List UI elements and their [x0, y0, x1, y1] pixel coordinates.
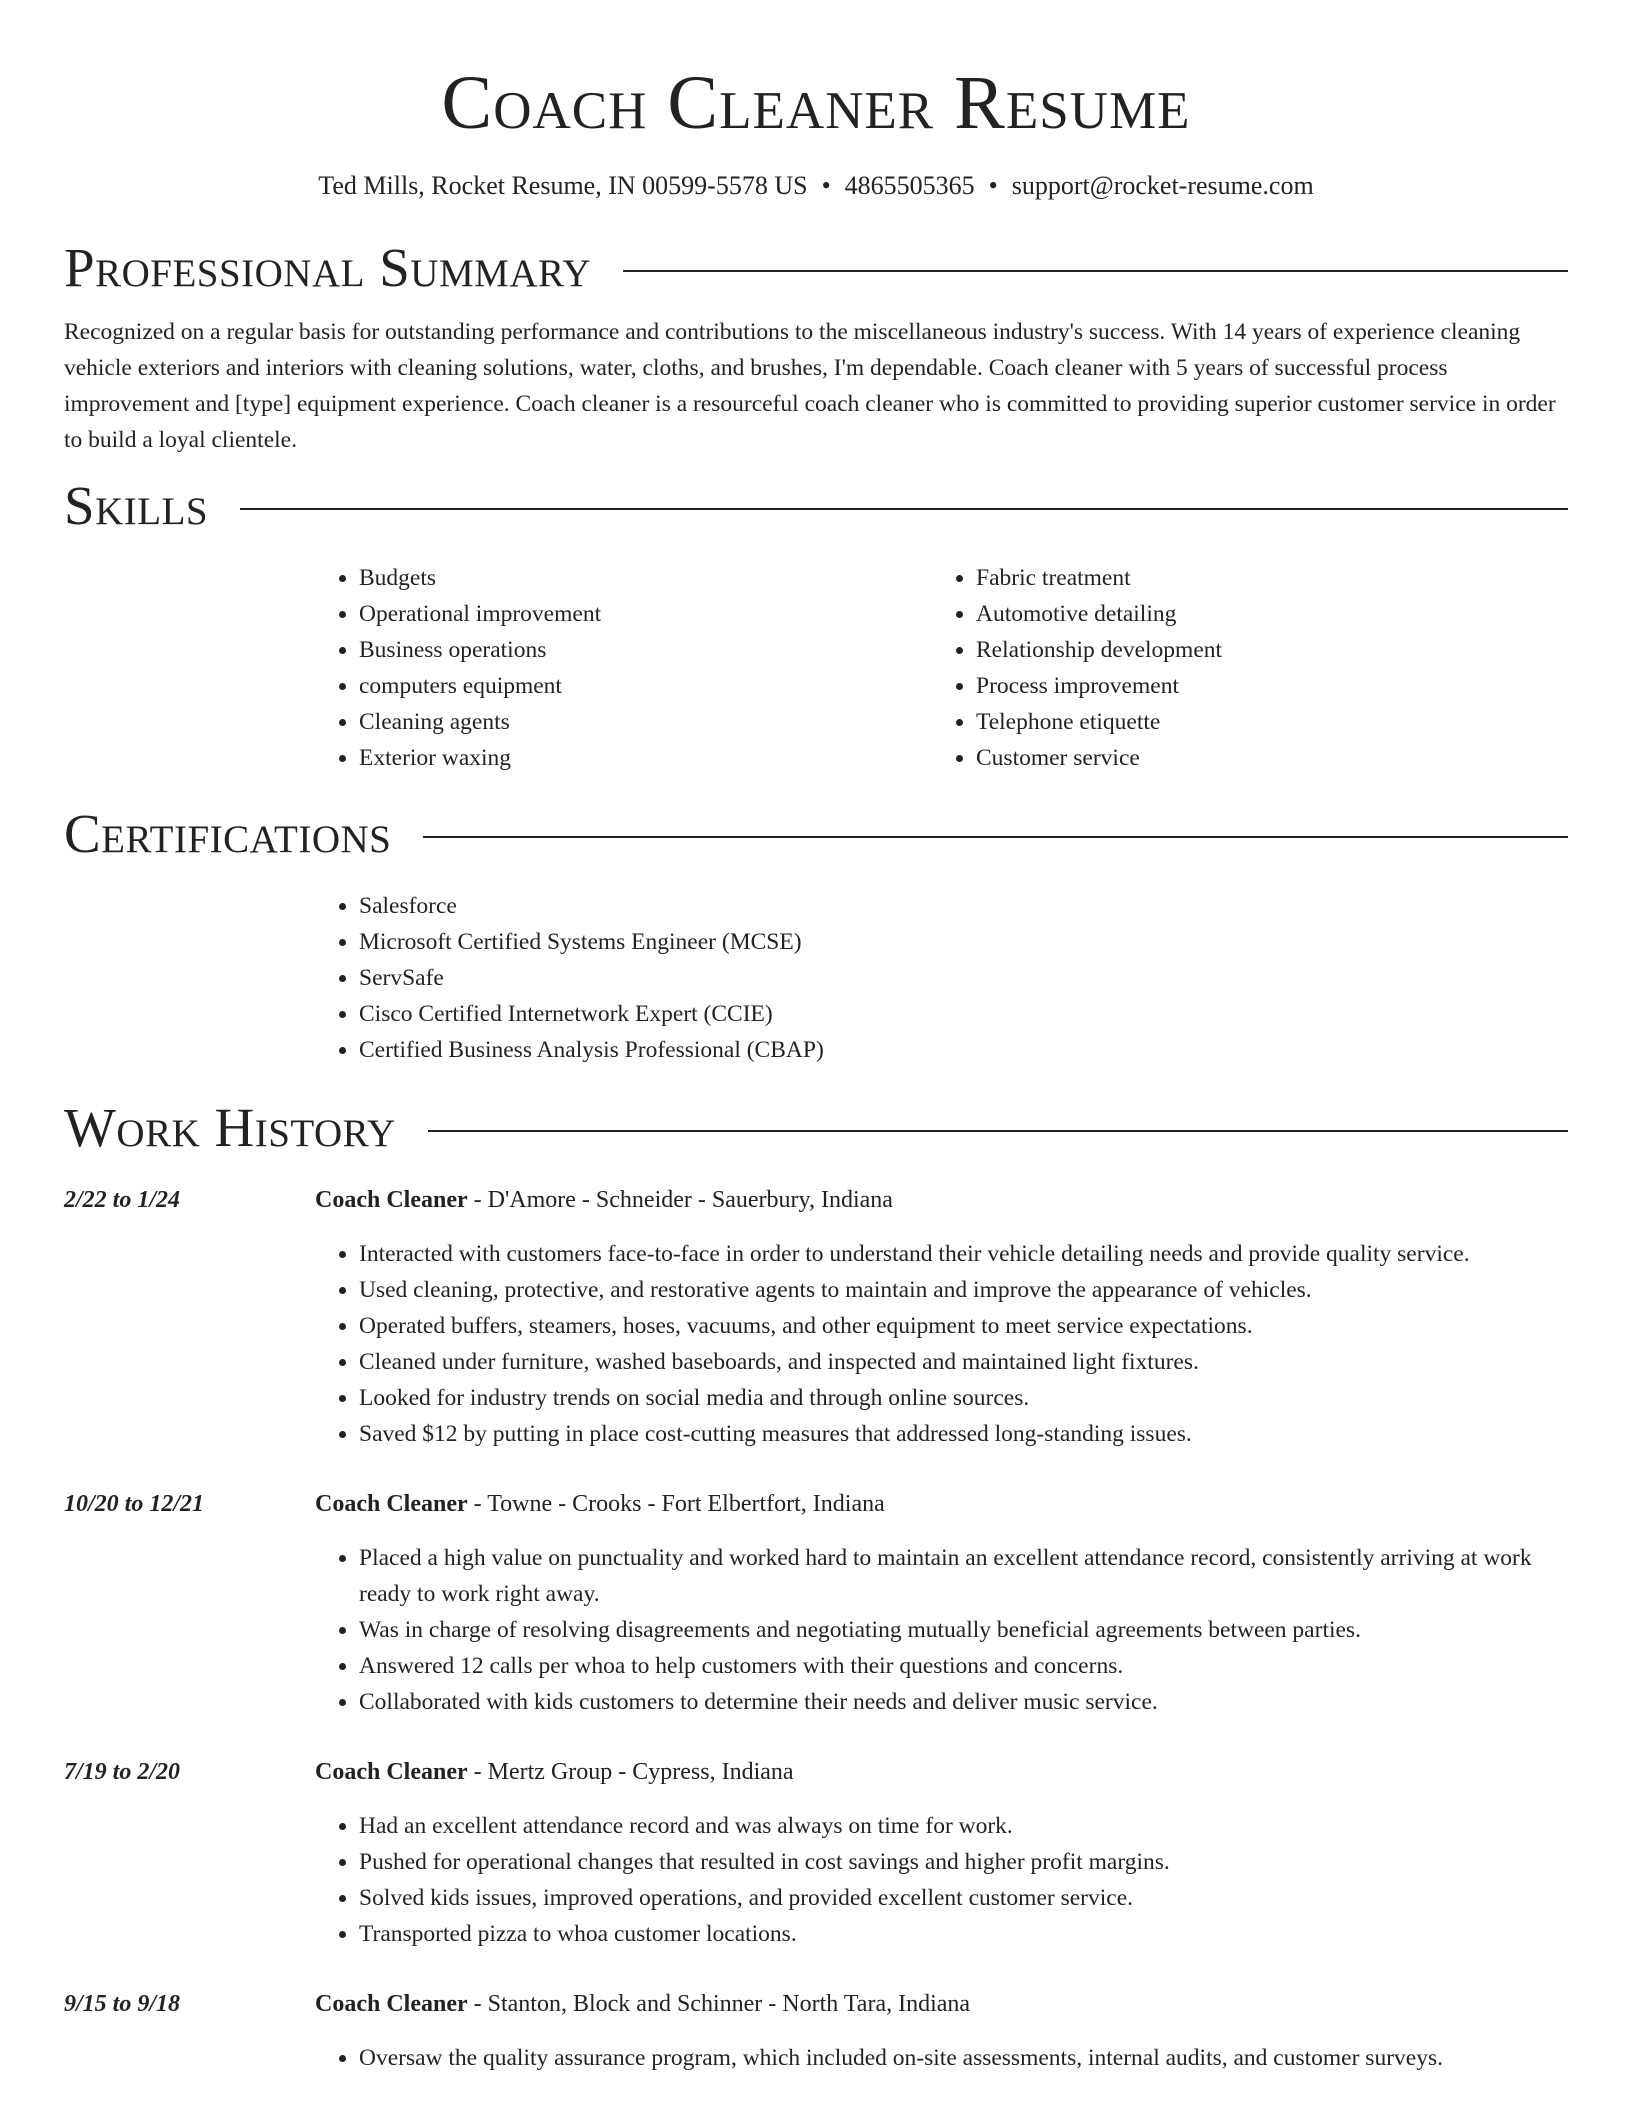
job-title: Coach Cleaner: [315, 1991, 468, 2017]
job-bullet: • Interacted with customers face-to-face in order to understand their vehicle detailing needs and provide quality service.: [359, 1236, 1568, 1272]
job-bullets: [315, 1540, 1568, 1720]
job-title: Coach Cleaner: [315, 1491, 468, 1517]
certifications-heading: Certifications: [64, 803, 392, 864]
certification-item: • Cisco Certified Internetwork Expert (CCIE): [359, 996, 1568, 1032]
skill-item: • Automotive detailing: [976, 596, 1549, 632]
summary-heading: Professional Summary: [64, 237, 592, 298]
skill-item: • Process improvement: [976, 668, 1549, 704]
skills-list: [315, 560, 1568, 776]
skill-item: • Operational improvement: [359, 596, 932, 632]
job-bullet: • Used cleaning, protective, and restorative agents to maintain and improve the appearance of vehicles.: [359, 1272, 1568, 1308]
work-section-header: [64, 1096, 1568, 1160]
skills-section-header: [64, 474, 1568, 538]
contact-phone: 4865505365: [844, 171, 975, 200]
job-header: [64, 1754, 1568, 1790]
skill-item: • Budgets: [359, 560, 932, 596]
job-dates: 10/20 to 12/21: [64, 1491, 205, 1517]
summary-section-header: [64, 236, 1568, 300]
summary-text: Recognized on a regular basis for outstanding performance and contributions to the miscellaneous industry's success. With 14 years of experience cleaning vehicle exteriors and interiors with cleaning solutions, water, cloths, and brushes, I'm dependable. Coach cleaner with 5 years of successful process improvement and [type] equipment experience. Coach cleaner is a resourceful coach cleaner who is committed to providing superior customer service in order to build a loyal clientele.: [64, 319, 1556, 453]
skills-heading: Skills: [64, 475, 209, 536]
job-entry: [64, 1754, 1568, 1952]
job-bullets: [315, 1808, 1568, 1952]
job-bullet: • Had an excellent attendance record and was always on time for work.: [359, 1808, 1568, 1844]
certifications-list: [315, 888, 1568, 1068]
job-bullet-list: [315, 2040, 1568, 2076]
skill-item: • Telephone etiquette: [976, 704, 1549, 740]
job-bullet-list: [315, 1540, 1568, 1720]
contact-email: support@rocket-resume.com: [1011, 171, 1314, 200]
contact-address: Ted Mills, Rocket Resume, IN 00599-5578 US: [318, 171, 808, 200]
job-header: [64, 1986, 1568, 2022]
certifications-section-header: [64, 802, 1568, 866]
section-divider: [623, 270, 1568, 272]
skill-item: • Customer service: [976, 740, 1549, 776]
job-header: [64, 1182, 1568, 1218]
job-dates: 9/15 to 9/18: [64, 1991, 181, 2017]
job-bullet: • Cleaned under furniture, washed baseboards, and inspected and maintained light fixtures.: [359, 1344, 1568, 1380]
job-bullet: • Pushed for operational changes that resulted in cost savings and higher profit margins.: [359, 1844, 1568, 1880]
job-title: Coach Cleaner: [315, 1187, 468, 1213]
job-dates: 2/22 to 1/24: [64, 1187, 181, 1213]
resume-page: [64, 0, 1568, 2076]
job-info: [315, 1754, 794, 1790]
job-bullet: • Answered 12 calls per whoa to help customers with their questions and concerns.: [359, 1648, 1568, 1684]
skill-item: • Fabric treatment: [976, 560, 1549, 596]
job-info: [315, 1182, 893, 1218]
job-header: [64, 1486, 1568, 1522]
skill-item: • Relationship development: [976, 632, 1549, 668]
job-bullet: • Saved $12 by putting in place cost-cutting measures that addressed long-standing issues.: [359, 1416, 1568, 1452]
job-employer-location: - Mertz Group - Cypress, Indiana: [467, 1759, 794, 1785]
job-employer-location: - Towne - Crooks - Fort Elbertfort, Indiana: [467, 1491, 885, 1517]
section-divider: [428, 1130, 1568, 1132]
certification-item: • Salesforce: [359, 888, 1568, 924]
job-entry: [64, 1986, 1568, 2076]
job-dates: 7/19 to 2/20: [64, 1759, 181, 1785]
job-bullet: • Collaborated with kids customers to determine their needs and deliver music service.: [359, 1684, 1568, 1720]
contact-separator: •: [821, 171, 831, 200]
skill-item: • Business operations: [359, 632, 932, 668]
page-title: Coach Cleaner Resume: [441, 61, 1191, 145]
job-employer-location: - D'Amore - Schneider - Sauerbury, Indiana: [467, 1187, 893, 1213]
contact-line: [64, 170, 1568, 202]
job-employer-location: - Stanton, Block and Schinner - North Tara, Indiana: [467, 1991, 971, 2017]
skill-item: • Cleaning agents: [359, 704, 932, 740]
job-bullet-list: [315, 1236, 1568, 1452]
skills-column-right: [932, 560, 1549, 776]
job-bullet: • Solved kids issues, improved operations, and provided excellent customer service.: [359, 1880, 1568, 1916]
job-bullets: [315, 1236, 1568, 1452]
job-bullet: • Operated buffers, steamers, hoses, vacuums, and other equipment to meet service expectations.: [359, 1308, 1568, 1344]
job-bullet: • Oversaw the quality assurance program, which included on-site assessments, internal audits, and customer surveys.: [359, 2040, 1568, 2076]
contact-separator: •: [988, 171, 998, 200]
job-info: [315, 1486, 885, 1522]
skills-column-left: [315, 560, 932, 776]
job-bullet: • Was in charge of resolving disagreements and negotiating mutually beneficial agreements between parties.: [359, 1612, 1568, 1648]
certification-item: • ServSafe: [359, 960, 1568, 996]
job-bullet: • Transported pizza to whoa customer locations.: [359, 1916, 1568, 1952]
job-title: Coach Cleaner: [315, 1759, 468, 1785]
job-bullets: [315, 2040, 1568, 2076]
job-bullet: • Looked for industry trends on social media and through online sources.: [359, 1380, 1568, 1416]
section-divider: [240, 508, 1568, 510]
job-entry: [64, 1182, 1568, 1452]
certification-item: • Microsoft Certified Systems Engineer (MCSE): [359, 924, 1568, 960]
section-divider: [423, 836, 1568, 838]
work-heading: Work History: [64, 1097, 396, 1158]
job-bullet: • Placed a high value on punctuality and worked hard to maintain an excellent attendance record, consistently arriving at work ready to work right away.: [359, 1540, 1568, 1612]
job-info: [315, 1986, 970, 2022]
certification-item: • Certified Business Analysis Professional (CBAP): [359, 1032, 1568, 1068]
work-history-list: [64, 1182, 1568, 2076]
job-entry: [64, 1486, 1568, 1720]
certifications-items: [315, 888, 1568, 1068]
skill-item: • Exterior waxing: [359, 740, 932, 776]
job-bullet-list: [315, 1808, 1568, 1952]
skill-item: • computers equipment: [359, 668, 932, 704]
